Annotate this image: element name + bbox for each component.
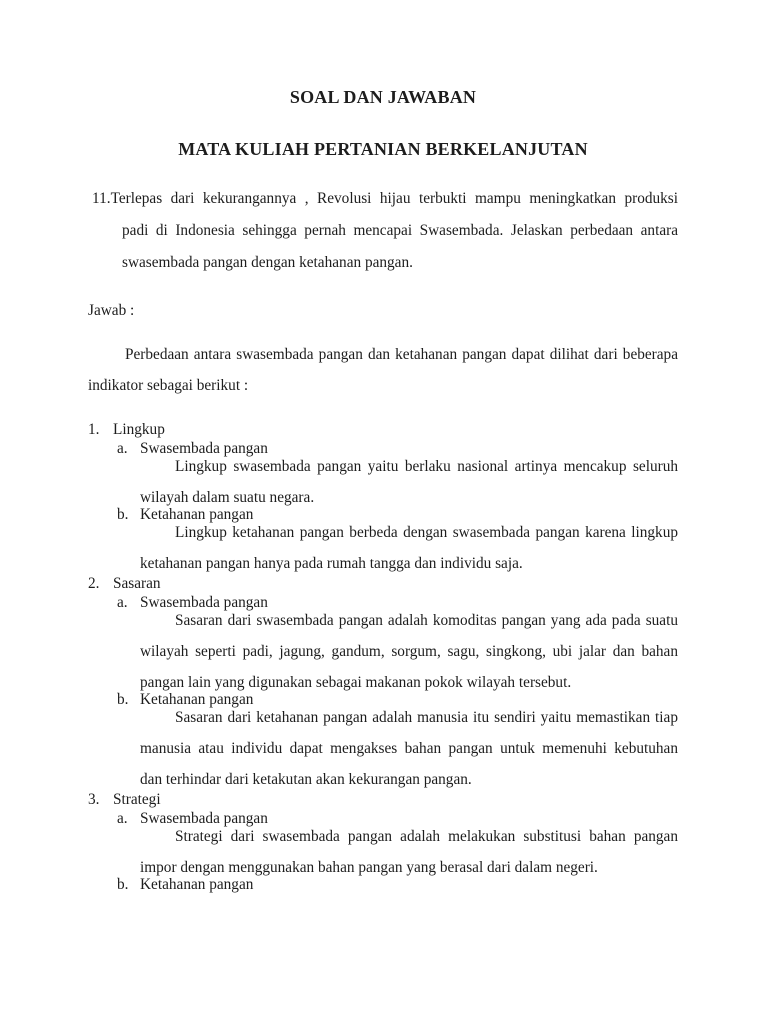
item-title: Ketahanan pangan — [140, 506, 254, 523]
section-heading — [88, 791, 678, 808]
list-item — [88, 876, 678, 893]
item-letter: b. — [117, 876, 129, 893]
item-heading — [88, 440, 678, 457]
text-line: Sasaran dari swasembada pangan adalah komoditas pangan yang ada pada suatu — [175, 612, 678, 629]
text-line: pangan lain yang digunakan sebagai makanan pokok wilayah tersebut. — [140, 674, 572, 691]
text-line: Lingkup swasembada pangan yaitu berlaku nasional artinya mencakup seluruh — [175, 458, 678, 475]
item-title: Swasembada pangan — [140, 440, 268, 457]
page-subtitle: MATA KULIAH PERTANIAN BERKELANJUTAN — [178, 139, 588, 159]
item-letter: a. — [117, 810, 128, 827]
question-number: 11. — [92, 190, 111, 207]
section-title: Sasaran — [113, 575, 161, 592]
item-title: Swasembada pangan — [140, 594, 268, 611]
item-heading — [88, 594, 678, 611]
item-title: Swasembada pangan — [140, 810, 268, 827]
section-title: Lingkup — [113, 421, 165, 438]
text-line: Lingkup ketahanan pangan berbeda dengan swasembada pangan karena lingkup — [175, 524, 678, 541]
list-section — [88, 575, 678, 788]
item-letter: a. — [117, 594, 128, 611]
item-letter: a. — [117, 440, 128, 457]
list-item — [88, 594, 678, 691]
item-paragraph — [140, 612, 678, 691]
section-number: 2. — [88, 575, 100, 592]
text-line: ketahanan pangan hanya pada rumah tangga dan individu saja. — [140, 555, 523, 572]
section-heading — [88, 575, 678, 592]
item-title: Ketahanan pangan — [140, 876, 254, 893]
section-number: 3. — [88, 791, 100, 808]
text-line: Sasaran dari ketahanan pangan adalah manusia itu sendiri yaitu memastikan tiap — [175, 709, 678, 726]
text-line: padi di Indonesia sehingga pernah mencapai Swasembada. Jelaskan perbedaan antara — [122, 222, 678, 239]
text-line: wilayah dalam suatu negara. — [140, 489, 315, 506]
text-line: wilayah seperti padi, jagung, gandum, sorgum, sagu, singkong, ubi jalar dan bahan — [140, 643, 678, 660]
question-first-line — [92, 190, 678, 207]
section-title: Strategi — [113, 791, 161, 808]
text-line: Terlepas dari kekurangannya , Revolusi hijau terbukti mampu meningkatkan produksi — [110, 190, 678, 207]
answer-label: Jawab : — [88, 302, 135, 319]
text-line: swasembada pangan dengan ketahanan pangan. — [122, 254, 413, 271]
item-letter: b. — [117, 506, 129, 523]
text-line: impor dengan menggunakan bahan pangan yang berasal dari dalam negeri. — [140, 859, 598, 876]
item-heading — [88, 876, 678, 893]
item-letter: b. — [117, 691, 129, 708]
text-line: Perbedaan antara swasembada pangan dan ketahanan pangan dapat dilihat dari beberapa — [125, 346, 678, 363]
section-heading — [88, 421, 678, 438]
answer-intro — [88, 346, 678, 394]
list-item — [88, 506, 678, 572]
item-paragraph — [140, 828, 678, 876]
item-paragraph — [140, 524, 678, 572]
item-paragraph — [140, 709, 678, 788]
section-number: 1. — [88, 421, 100, 438]
list-section — [88, 791, 678, 893]
list-item — [88, 810, 678, 876]
text-line: indikator sebagai berikut : — [88, 377, 249, 394]
item-paragraph — [140, 458, 678, 506]
text-line: dan terhindar dari ketakutan akan kekurangan pangan. — [140, 771, 472, 788]
list-item — [88, 440, 678, 506]
list-item — [88, 691, 678, 788]
text-line: Strategi dari swasembada pangan adalah melakukan substitusi bahan pangan — [175, 828, 678, 845]
page-title: SOAL DAN JAWABAN — [289, 87, 477, 107]
answer-list — [88, 421, 678, 893]
item-heading — [88, 691, 678, 708]
item-heading — [88, 506, 678, 523]
question-block — [92, 190, 678, 271]
item-heading — [88, 810, 678, 827]
list-section — [88, 421, 678, 572]
text-line: manusia atau individu dapat mengakses bahan pangan untuk memenuhi kebutuhan — [140, 740, 678, 757]
item-title: Ketahanan pangan — [140, 691, 254, 708]
